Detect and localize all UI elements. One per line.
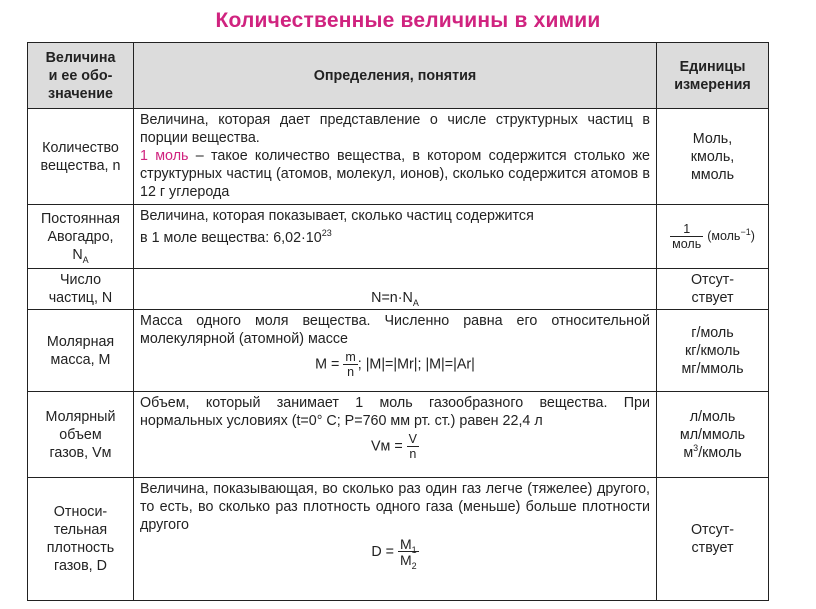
definition-cell: Величина, которая дает представление о числе структурных частиц в порции вещества. 1 моль – такое количество вещества, в котором содержится столько же структурных частиц (атомов, молекул, ионов), сколько содержится атомов в 12 г углерода — [134, 109, 657, 205]
units-cell: Моль, кмоль, ммоль — [657, 109, 769, 205]
units-cell: Отсут- ствует — [657, 478, 769, 601]
units-cell: $\frac{1}{\text{моль}}$ (моль$^{-1}$) — [657, 205, 769, 269]
unit-fraction: $\frac{1}{\text{моль}}$ — [672, 222, 702, 251]
table-row — [28, 109, 769, 205]
formula: M = $\frac{m}{n}$ ; |M|=|Mr|; |M|=|Ar| — [315, 350, 475, 379]
quantities-table — [27, 42, 769, 601]
header-units: Единицы измерения — [657, 43, 769, 109]
definition-cell: Величина, показывающая, во сколько раз один газ легче (тяжелее) другого, то есть, во сколько раз плотность одного газа (меньше) больше плотности другого D = $\frac{M_1}{M_2}$ — [134, 478, 657, 601]
header-definition: Определения, понятия — [134, 43, 657, 109]
formula: Vм = $\frac{V}{n}$ — [370, 432, 417, 461]
highlight-term: 1 моль — [140, 148, 189, 164]
definition-cell: Величина, которая показывает, сколько частиц содержится в 1 моле вещества: $6,02\cdot 10^{23}$ — [134, 205, 657, 269]
quantity-name: Молярный объем газов, Vм — [28, 392, 134, 478]
quantity-name: Количество вещества, n — [28, 109, 134, 205]
units-cell: л/моль мл/ммоль $м^3$/кмоль — [657, 392, 769, 478]
header-quantity: Величина и ее обо- значение — [28, 43, 134, 109]
quantity-name: Число частиц, N — [28, 269, 134, 310]
quantity-name: Относи- тельная плотность газов, D — [28, 478, 134, 601]
quantity-name: Молярная масса, M — [28, 310, 134, 392]
units-cell: Отсут- ствует — [657, 269, 769, 310]
definition-cell: $N=n\cdot N_A$ — [134, 269, 657, 310]
formula: D = $\frac{M_1}{M_2}$ — [371, 536, 417, 571]
quantity-name: Постоянная Авогадро, $N_A$ — [28, 205, 134, 269]
page-title: Количественные величины в химии — [215, 9, 601, 32]
table-row — [28, 310, 769, 392]
units-cell: г/моль кг/кмоль мг/ммоль — [657, 310, 769, 392]
header-row — [28, 43, 769, 109]
table-row — [28, 392, 769, 478]
table-row — [28, 478, 769, 601]
definition-cell: Объем, который занимает 1 моль газообразного вещества. При нормальных условиях (t=0° C; P=760 мм рт. ст.) равен 22,4 л Vм = $\frac{V}{n}$ — [134, 392, 657, 478]
table-row — [28, 205, 769, 269]
table-row — [28, 269, 769, 310]
definition-cell: Масса одного моля вещества. Численно равна его относительной молекулярной (атомной) массе M = $\frac{m}{n}$ ; |M|=|Mr|; |M|=|Ar| — [134, 310, 657, 392]
